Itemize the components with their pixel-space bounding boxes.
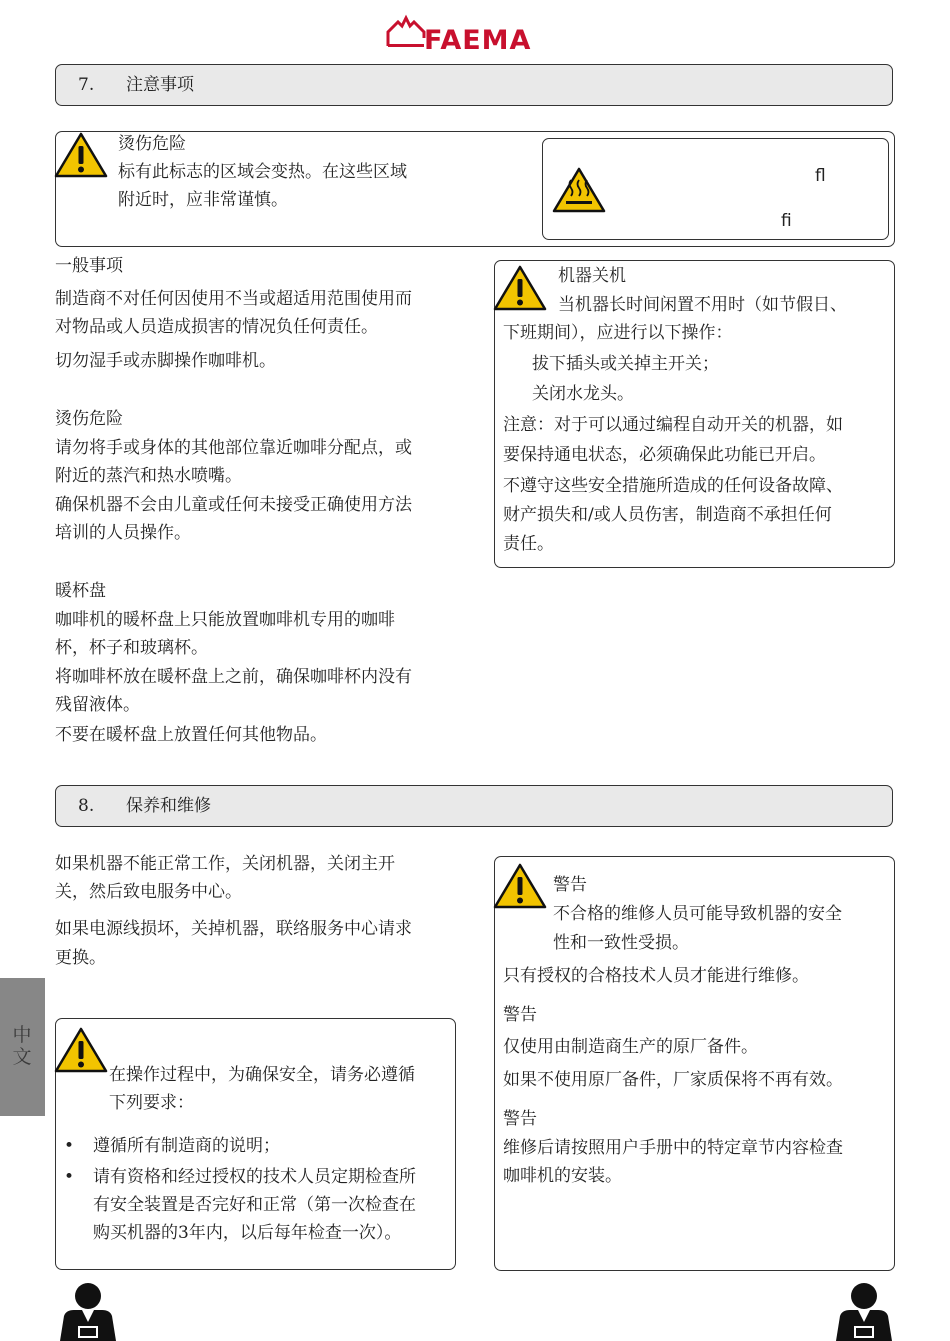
burn-box-heading: 烫伤危险 xyxy=(118,134,186,154)
safety-bullet: 购买机器的3年内，以后每年检查一次）。 xyxy=(93,1223,402,1243)
maintenance-text: 如果电源线损坏，关掉机器，联络服务中心请求 xyxy=(55,919,412,939)
maintenance-text: 更换。 xyxy=(55,948,106,968)
general-text: 制造商不对任何因使用不当或超适用范围使用而 xyxy=(55,289,412,309)
burn-text: 培训的人员操作。 xyxy=(55,523,191,543)
shutdown-text: 下班期间），应进行以下操作： xyxy=(503,323,733,343)
language-tab xyxy=(0,978,45,1116)
shutdown-disclaimer: 财产损失和/或人员伤害，制造商不承担任何 xyxy=(503,505,832,525)
warning-heading: 警告 xyxy=(503,1005,537,1025)
warning-triangle-icon xyxy=(493,862,547,910)
safety-intro: 下列要求： xyxy=(109,1093,194,1113)
maintenance-text: 关，然后致电服务中心。 xyxy=(55,882,242,902)
technician-icon xyxy=(834,1282,894,1341)
warning-text: 性和一致性受损。 xyxy=(553,933,689,953)
burn-box-line: 标有此标志的区域会变热。在这些区域 xyxy=(118,162,407,182)
warning-triangle-icon xyxy=(54,1026,108,1074)
cup-warmer-text: 将咖啡杯放在暖杯盘上之前，确保咖啡杯内没有 xyxy=(55,667,412,687)
hot-surface-icon xyxy=(552,166,606,214)
warning-text: 不合格的维修人员可能导致机器的安全 xyxy=(553,904,842,924)
shutdown-step: 关闭水龙头。 xyxy=(532,384,634,404)
warning-text: 仅使用由制造商生产的原厂备件。 xyxy=(503,1037,758,1057)
burn-heading: 烫伤危险 xyxy=(55,409,123,429)
label-fragment: ﬁ xyxy=(781,211,792,231)
warning-text: 只有授权的合格技术人员才能进行维修。 xyxy=(503,966,809,986)
section-7-header xyxy=(55,64,893,106)
safety-bullet: 遵循所有制造商的说明； xyxy=(93,1136,280,1156)
cup-warmer-text: 杯，杯子和玻璃杯。 xyxy=(55,638,208,658)
cup-warmer-text: 咖啡机的暖杯盘上只能放置咖啡机专用的咖啡 xyxy=(55,610,395,630)
burn-box-line: 附近时，应非常谨慎。 xyxy=(118,190,288,210)
burn-text: 请勿将手或身体的其他部位靠近咖啡分配点，或 xyxy=(55,438,412,458)
general-heading: 一般事项 xyxy=(55,256,123,276)
warning-text: 如果不使用原厂备件，厂家质保将不再有效。 xyxy=(503,1070,843,1090)
section-title: 保养和维修 xyxy=(126,796,211,816)
language-tab-label: 中文 xyxy=(12,1024,32,1068)
safety-bullet: 请有资格和经过授权的技术人员定期检查所 xyxy=(93,1167,416,1187)
burn-text: 附近的蒸汽和热水喷嘴。 xyxy=(55,466,242,486)
shutdown-text: 当机器长时间闲置不用时（如节假日、 xyxy=(558,295,847,315)
warning-triangle-icon xyxy=(54,131,108,179)
shutdown-note: 要保持通电状态，必须确保此功能已开启。 xyxy=(503,445,826,465)
warning-heading: 警告 xyxy=(553,875,587,895)
shutdown-step: 拔下插头或关掉主开关； xyxy=(532,354,719,374)
warning-triangle-icon xyxy=(493,264,547,312)
cup-warmer-heading: 暖杯盘 xyxy=(55,581,106,601)
general-text: 对物品或人员造成损害的情况负任何责任。 xyxy=(55,317,378,337)
cup-warmer-text: 残留液体。 xyxy=(55,695,140,715)
section-number: 7. xyxy=(78,75,95,95)
section-title: 注意事项 xyxy=(126,75,194,95)
brand-text: FAEMA xyxy=(424,25,532,54)
warning-text: 咖啡机的安装。 xyxy=(503,1166,622,1186)
shutdown-note: 注意：对于可以通过编程自动开关的机器，如 xyxy=(503,415,843,435)
cup-warmer-text: 不要在暖杯盘上放置任何其他物品。 xyxy=(55,725,327,745)
maintenance-text: 如果机器不能正常工作，关闭机器，关闭主开 xyxy=(55,854,395,874)
safety-bullet: 有安全装置是否完好和正常（第一次检查在 xyxy=(93,1195,416,1215)
technician-icon xyxy=(58,1282,118,1341)
section-number: 8. xyxy=(78,796,95,816)
shutdown-heading: 机器关机 xyxy=(558,266,626,286)
shutdown-disclaimer: 不遵守这些安全措施所造成的任何设备故障、 xyxy=(503,476,843,496)
bullet-icon: • xyxy=(64,1167,75,1187)
general-text: 切勿湿手或赤脚操作咖啡机。 xyxy=(55,351,276,371)
shutdown-disclaimer: 责任。 xyxy=(503,534,554,554)
section-8-header xyxy=(55,785,893,827)
safety-intro: 在操作过程中，为确保安全，请务必遵循 xyxy=(109,1065,415,1085)
warning-heading: 警告 xyxy=(503,1109,537,1129)
burn-text: 确保机器不会由儿童或任何未接受正确使用方法 xyxy=(55,495,412,515)
bullet-icon: • xyxy=(64,1136,75,1156)
faema-logo xyxy=(384,14,568,54)
warning-text: 维修后请按照用户手册中的特定章节内容检查 xyxy=(503,1138,843,1158)
label-fragment: ﬂ xyxy=(815,166,826,186)
